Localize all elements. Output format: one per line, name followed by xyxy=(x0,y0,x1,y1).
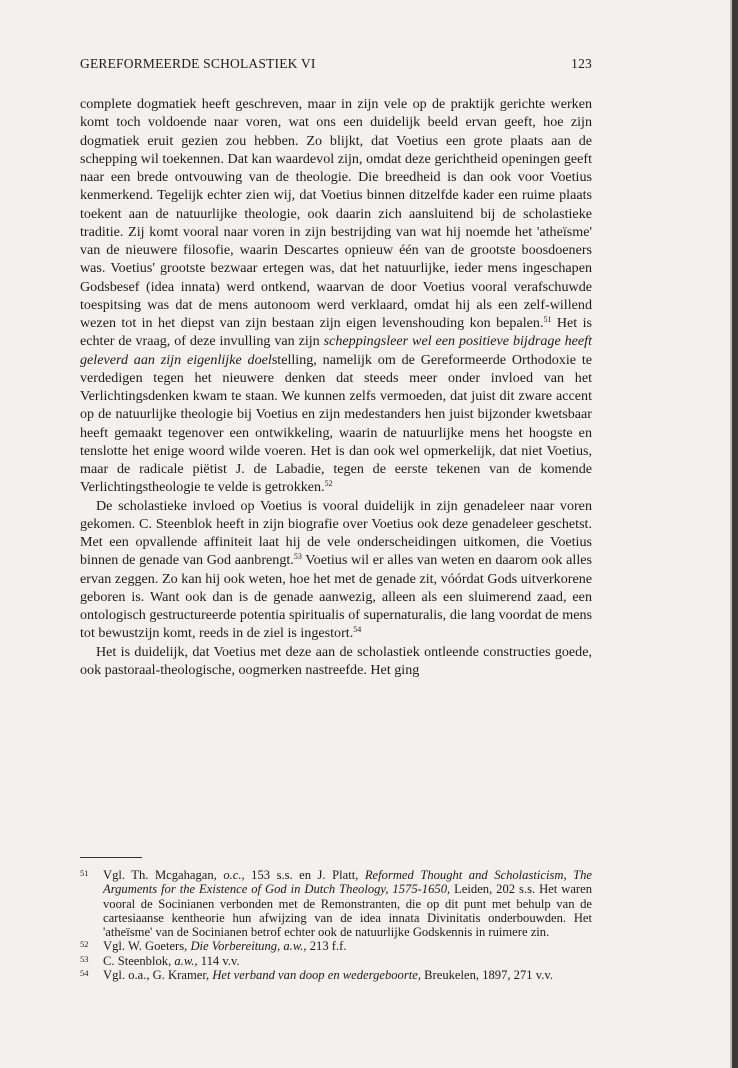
footnote-text: 114 v.v. xyxy=(197,953,240,968)
paragraph-3: Het is duidelijk, dat Voetius met deze aan de scholastiek ontleende constructies goede, ook pastoraal-theologische, oogmerken nastreefde. Het ging xyxy=(80,643,592,678)
footnote-text: Vgl. Th. Mcgahagan, xyxy=(103,868,224,882)
footnote-number: 54 xyxy=(80,968,89,979)
footnote-text: Vgl. o.a., G. Kramer, xyxy=(103,968,213,983)
paragraph-2-part-b: Voetius wil er alles van weten en daarom ook alles ervan zeggen. Zo kan hij ook weten, hoe het met de genade zit, vóórdat Gods uitverkorene geboren is. Want ook dan is de genade aanwezig, alleen als een sluimerend zaad, een ontologisch gestructureerde potentia spiritualis of supernaturalis, die lang voordat de mens tot bewustzijn komt, reeds in de ziel is ingestort. xyxy=(80,552,592,642)
footnote-number: 51 xyxy=(80,868,89,878)
footnote-italic: o.c., xyxy=(223,868,245,882)
footnote-53 xyxy=(80,954,592,968)
footnote-ref-53[interactable]: 53 xyxy=(293,552,302,562)
footnote-51 xyxy=(80,868,592,939)
footnote-italic: Het verband van doop en wedergeboorte, xyxy=(212,968,421,983)
footnote-54 xyxy=(80,968,592,982)
paragraph-1-italic: scheppingsleer wel een positieve bijdrage heeft geleverd aan zijn eigenlijke doel xyxy=(80,333,592,368)
running-title: GEREFORMEERDE SCHOLASTIEK VI xyxy=(80,56,316,71)
footnote-italic: a.w., xyxy=(174,953,198,968)
footnote-ref-54[interactable]: 54 xyxy=(353,625,362,635)
page-edge-shadow xyxy=(732,0,738,1068)
footnote-italic: Reformed Thought and Scholasticism, The Arguments for the Existence of God in Dutch Theology, 1575-1650, xyxy=(103,868,592,897)
footnote-text: 213 f.f. xyxy=(306,939,347,954)
footnote-ref-51[interactable]: 51 xyxy=(543,315,552,324)
paragraph-1-part-c: stelling, namelijk om de Gereformeerde Orthodoxie te verdedigen tegen het nieuwere denken dat steeds meer onder invloed van het Verlichtingsdenken kwam te staan. We kunnen zelfs vermoeden, dat juist dit zware accent op de natuurlijke theologie bij Voetius en zijn medestanders hen juist bijzonder kwetsbaar heeft gemaakt tegenover een ontwikkeling, waarin de natuurlijke mens het hoogste en tenslotte het enige woord wilde voeren. Het is dan ook wel opmerkelijk, dat niet Voetius, maar de radicale piëtist J. de Labadie, tegen de eerste tekenen van de komende Verlichtingstheologie te velde is getrokken. xyxy=(80,351,593,496)
footnote-52 xyxy=(80,939,592,953)
footnote-ref-52[interactable]: 52 xyxy=(324,479,333,489)
footnote-text: Vgl. W. Goeters, xyxy=(103,939,191,954)
paragraph-1-part-b: Het is echter de vraag, of deze invulling van zijn xyxy=(80,315,592,350)
paragraph-2 xyxy=(80,497,592,643)
body-text xyxy=(80,95,592,679)
paragraph-2-part-a: De scholastieke invloed op Voetius is vooral duidelijk in zijn genadeleer naar voren gekomen. C. Steenblok heeft in zijn biografie over Voetius ook deze genadeleer geschetst. Met een opvallende affiniteit laat hij de vele onderscheidingen uitkomen, die Voetius binnen de genade van God aanbrengt. xyxy=(80,497,592,569)
footnote-text: 153 s.s. en J. Platt, xyxy=(244,868,365,882)
footnote-text: Breukelen, 1897, 271 v.v. xyxy=(421,968,553,983)
footnote-italic: Die Vorbereitung, a.w., xyxy=(190,939,307,954)
footnotes xyxy=(80,868,592,982)
running-header xyxy=(80,56,592,74)
paragraph-1-part-a: complete dogmatiek heeft geschreven, maar in zijn vele op de praktijk gerichte werken komt toch voldoende naar voren, wat ons een duidelijk beeld ervan geeft, hoe zijn dogmatiek eruit gezien zou hebben. Zo blijkt, dat Voetius een grote plaats aan de schepping wil toekennen. Dat kan waardevol zijn, omdat deze gerichtheid openingen geeft naar een brede ontvouwing van de theologie. Die breedheid is dan ook voor Voetius kenmerkend. Tegelijk echter zien wij, dat Voetius binnen ditzelfde kader een ruime plaats toekent aan de natuurlijke theologie, ook daarin zich aansluitend bij de scholastieke traditie. Zij komt vooral naar voren in zijn bestrijding van wat hij noemde het 'atheïsme' van de nieuwere filosofie, waarin Descartes opnieuw één van de grootste boosdoeners was. Voetius' grootste bezwaar ertegen was, dat het natuurlijke, ieder mens ingeschapen Godsbesef (idea innata) werd ontkend, waarvan de door Voetius vooral verafschuwde toespitsing was dat de mens autonoom werd verklaard, omdat hij als een zelf-willend wezen tot in het diepst van zijn bestaan zijn eigen levenshouding kon bepalen. xyxy=(80,96,592,331)
footnote-text: Leiden, 202 s.s. Het waren vooral de Socinianen verbonden met de Remonstranten, die op dit punt met behulp van de cartesiaanse kentheorie hun afwijzing van de idea innata Divinitatis onderbouwden. Het 'atheïsme' van de Socinianen betrof echter ook de natuurlijke Godskennis in ruimere zin. xyxy=(103,882,592,940)
footnote-separator xyxy=(80,857,142,858)
footnote-number: 52 xyxy=(80,939,89,950)
page-number: 123 xyxy=(571,56,592,71)
paragraph-1 xyxy=(80,95,592,497)
footnote-text: C. Steenblok, xyxy=(103,953,175,968)
footnote-number: 53 xyxy=(80,953,89,964)
